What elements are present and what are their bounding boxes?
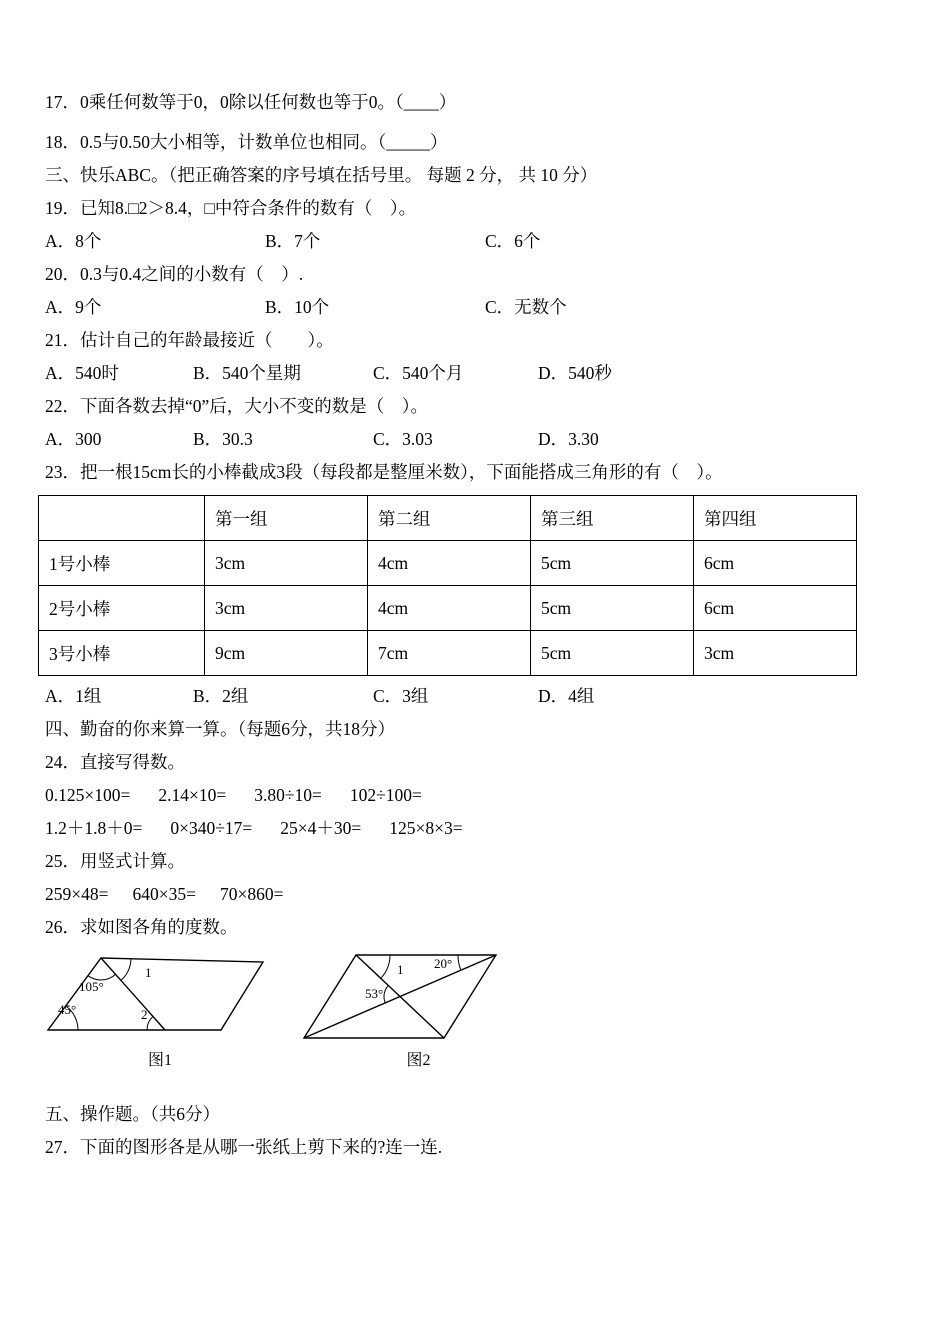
expression: 125×8×3= <box>389 818 463 838</box>
cell: 5cm <box>531 586 694 631</box>
cell: 4cm <box>368 541 531 586</box>
question-25-stem: 25．用竖式计算。 <box>45 851 185 871</box>
q26-figures <box>45 950 900 1072</box>
fig2-angle-arc-1 <box>381 955 390 978</box>
option-c: C．540个月 <box>373 363 464 383</box>
question-21-stem: 21．估计自己的年龄最接近（ ）。 <box>45 330 334 350</box>
question-18: 18．0.5与0.50大小相等，计数单位也相同。（_____） <box>45 132 448 152</box>
cell: 5cm <box>531 631 694 676</box>
option-a: A．1组 <box>45 686 102 706</box>
header-cell: 第一组 <box>205 496 368 541</box>
question-19-stem: 19．已知8.□2＞8.4，□中符合条件的数有（ ）。 <box>45 198 417 218</box>
expression: 2.14×10= <box>158 785 227 805</box>
q24-row-2 <box>45 812 900 845</box>
cell: 6cm <box>694 541 857 586</box>
option-a: A．300 <box>45 429 102 449</box>
option-c: C．6个 <box>485 231 541 251</box>
question-26-stem: 26．求如图各角的度数。 <box>45 917 238 937</box>
fig1-inner-segment <box>101 958 165 1030</box>
figure-1-caption: 图1 <box>147 1052 172 1069</box>
expression: 70×860= <box>220 884 284 904</box>
fig2-angle-1-label: 1 <box>397 962 404 977</box>
option-b: B．10个 <box>265 297 330 317</box>
fig2-angle-arc-53 <box>384 986 388 1003</box>
figure-2 <box>301 950 536 1072</box>
q24-row-1 <box>45 779 900 812</box>
cell: 2号小棒 <box>39 586 205 631</box>
cell: 5cm <box>531 541 694 586</box>
section-5-header: 五、操作题。（共6分） <box>45 1104 220 1124</box>
question-23-options <box>45 680 900 713</box>
expression: 640×35= <box>132 884 196 904</box>
option-b: B．7个 <box>265 231 321 251</box>
figure-2-caption: 图2 <box>406 1052 431 1069</box>
cell: 3号小棒 <box>39 631 205 676</box>
option-d: D．540秒 <box>538 363 612 383</box>
expression: 259×48= <box>45 884 109 904</box>
fig1-angle-2-label: 2 <box>141 1007 148 1022</box>
fig2-angle-20-label: 20° <box>434 956 453 971</box>
expression: 1.2＋1.8＋0= <box>45 818 143 838</box>
table-row <box>39 631 857 676</box>
question-21-options <box>45 357 900 390</box>
option-a: A．8个 <box>45 231 102 251</box>
cell: 1号小棒 <box>39 541 205 586</box>
q25-row <box>45 878 900 911</box>
expression: 3.80÷10= <box>254 785 322 805</box>
option-a: A．9个 <box>45 297 102 317</box>
fig1-angle-arc-2 <box>147 1017 153 1031</box>
section-3-header: 三、快乐ABC。（把正确答案的序号填在括号里。 每题 2 分， 共 10 分） <box>45 165 598 185</box>
cell: 3cm <box>205 541 368 586</box>
option-b: B．2组 <box>193 686 249 706</box>
figure-2-diagram <box>301 950 536 1050</box>
figure-1-diagram <box>45 950 275 1050</box>
option-a: A．540时 <box>45 363 119 383</box>
cell: 3cm <box>694 631 857 676</box>
option-c: C．无数个 <box>485 297 567 317</box>
fig2-angle-53-label: 53° <box>365 986 384 1001</box>
expression: 0×340÷17= <box>170 818 253 838</box>
cell: 3cm <box>205 586 368 631</box>
question-17: 17．0乘任何数等于0，0除以任何数也等于0。（____） <box>45 92 457 112</box>
table-row <box>39 586 857 631</box>
cell: 6cm <box>694 586 857 631</box>
option-c: C．3组 <box>373 686 429 706</box>
question-20-stem: 20．0.3与0.4之间的小数有（ ）. <box>45 264 304 284</box>
header-cell: 第四组 <box>694 496 857 541</box>
question-20-options <box>45 291 900 324</box>
fig1-angle-105-label: 105° <box>79 979 104 994</box>
option-d: D．3.30 <box>538 429 599 449</box>
question-23-stem: 23．把一根15cm长的小棒截成3段（每段都是整厘米数），下面能搭成三角形的有（ ）。 <box>45 462 723 482</box>
q23-table <box>38 495 857 676</box>
header-cell: 第三组 <box>531 496 694 541</box>
fig2-angle-arc-20 <box>458 955 461 971</box>
option-c: C．3.03 <box>373 429 433 449</box>
question-22-options <box>45 423 900 456</box>
question-27: 27．下面的图形各是从哪一张纸上剪下来的?连一连. <box>45 1137 443 1157</box>
fig1-angle-1-label: 1 <box>145 965 152 980</box>
figure-1 <box>45 950 275 1072</box>
question-22-stem: 22．下面各数去掉“0”后，大小不变的数是（ ）。 <box>45 396 429 416</box>
question-19-options <box>45 225 900 258</box>
question-24-stem: 24．直接写得数。 <box>45 752 185 772</box>
expression: 25×4＋30= <box>280 818 362 838</box>
fig1-angle-arc-1 <box>121 959 131 981</box>
table-row <box>39 541 857 586</box>
cell: 9cm <box>205 631 368 676</box>
header-cell: 第二组 <box>368 496 531 541</box>
option-b: B．30.3 <box>193 429 253 449</box>
cell: 4cm <box>368 586 531 631</box>
fig1-angle-45-label: 45° <box>58 1002 77 1017</box>
table-header-row <box>39 496 857 541</box>
option-b: B．540个星期 <box>193 363 301 383</box>
header-cell <box>39 496 205 541</box>
section-4-header: 四、勤奋的你来算一算。（每题6分，共18分） <box>45 719 395 739</box>
cell: 7cm <box>368 631 531 676</box>
expression: 0.125×100= <box>45 785 131 805</box>
option-d: D．4组 <box>538 686 595 706</box>
expression: 102÷100= <box>349 785 422 805</box>
